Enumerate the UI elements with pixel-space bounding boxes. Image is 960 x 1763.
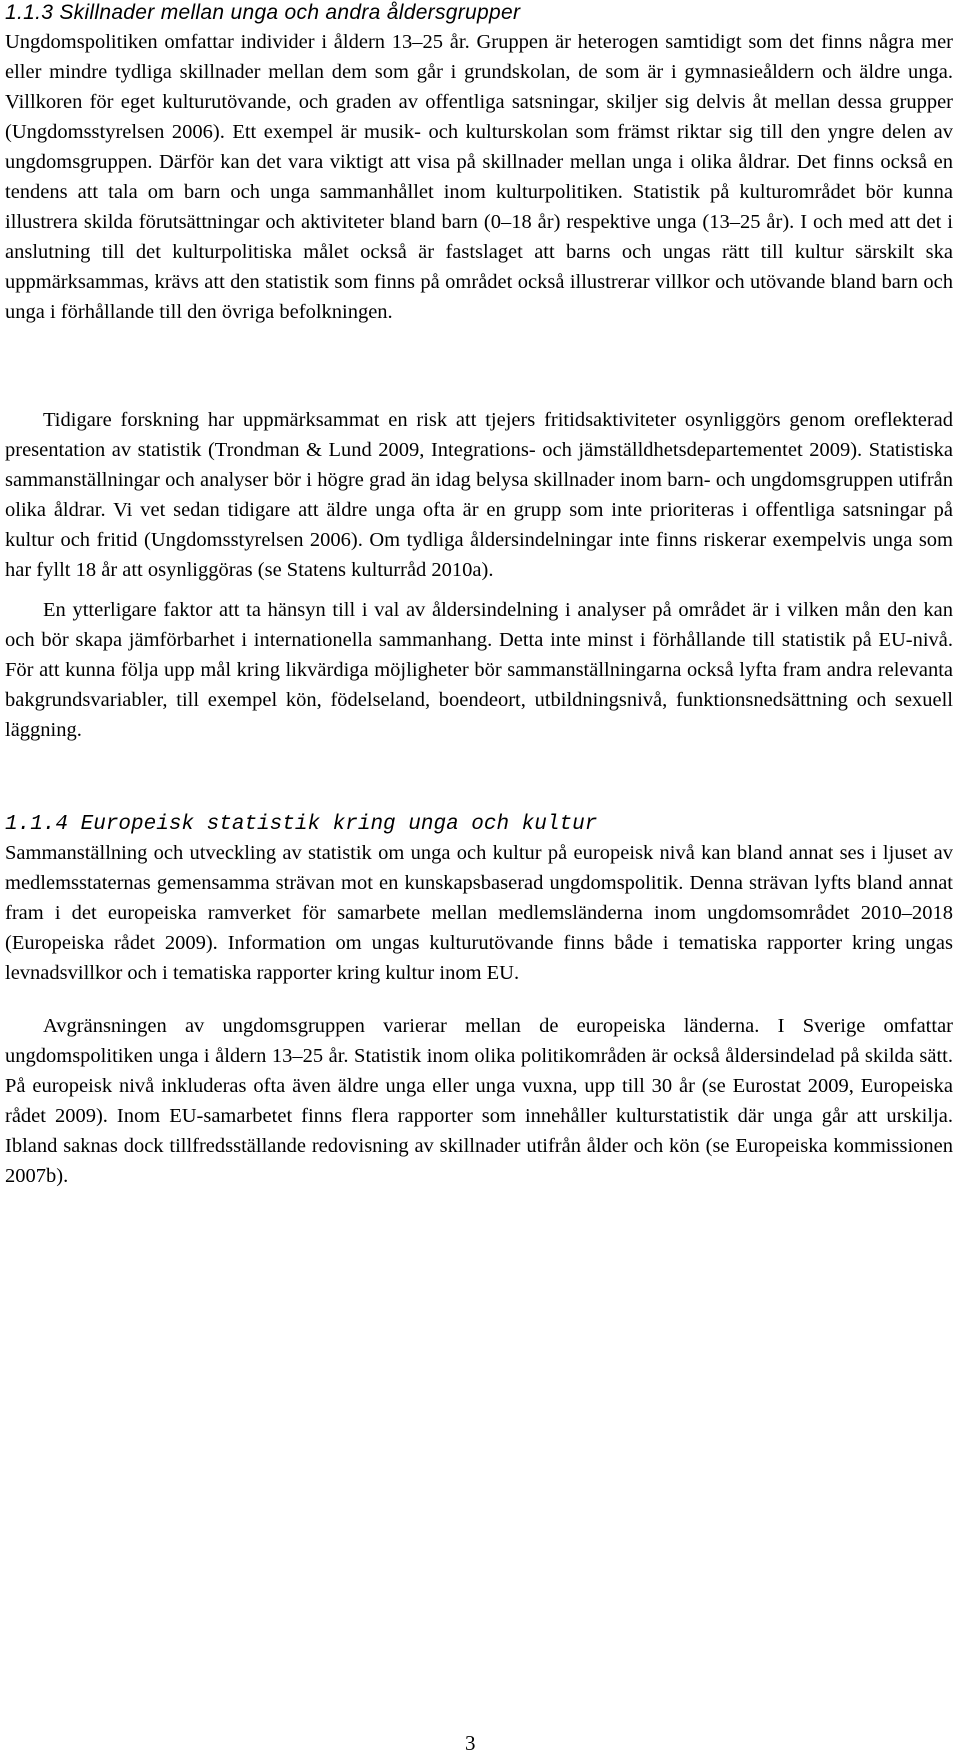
page-number: 3	[465, 1731, 476, 1755]
section-heading-1-1-4: 1.1.4 Europeisk statistik kring unga och kultur	[5, 813, 598, 836]
section-heading-1-1-3: 1.1.3 Skillnader mellan unga och andra åldersgrupper	[5, 1, 521, 24]
paragraph-international-comparability: En ytterligare faktor att ta hänsyn till i val av åldersindelning i analyser på området är i vilken mån den kan och bör skapa jämförbarhet i internationella sammanhang. Detta inte minst i förhållande till statistik på EU-nivå. För att kunna följa upp mål kring likvärdiga möjligheter bör sammanställningarna också lyfta fram andra relevanta bakgrundsvariabler, till exempel kön, födelseland, boendeort, utbildningsnivå, funktionsnedsättning och sexuell läggning.	[5, 599, 953, 741]
paragraph-european-statistics: Sammanställning och utveckling av statistik om unga och kultur på europeisk nivå kan bland annat ses i ljuset av medlemsstaternas gemensamma strävan mot en kunskapsbaserad ungdomspolitik. Denna strävan lyfts bland annat fram i det europeiska ramverket för samarbete mellan medlemsländerna inom ungdomsområdet 2010–2018 (Europeiska rådet 2009). Information om ungas kulturutövande finns både i tematiska rapporter kring ungas levnadsvillkor och i tematiska rapporter kring kultur inom EU.	[5, 842, 953, 984]
paragraph-youth-age-definition: Avgränsningen av ungdomsgruppen varierar mellan de europeiska länderna. I Sverige omfattar ungdomspolitiken unga i åldern 13–25 år. Statistik inom olika politikområden är också åldersindelad på skilda sätt. På europeisk nivå inkluderas ofta även äldre unga eller unga vuxna, upp till 30 år (se Eurostat 2009, Europeiska rådet 2009). Inom EU-samarbetet finns flera rapporter som innehåller kulturstatistik där unga går att urskilja. Ibland saknas dock tillfredsställande redovisning av skillnader utifrån ålder och kön (se Europeiska kommissionen 2007b).	[5, 1015, 953, 1187]
paragraph-age-groups-intro: Ungdomspolitiken omfattar individer i åldern 13–25 år. Gruppen är heterogen samtidigt som det finns några mer eller mindre tydliga skillnader mellan dem som går i grundskolan, de som är i gymnasieåldern och äldre unga. Villkoren för eget kulturutövande, och graden av offentliga satsningar, skiljer sig delvis åt mellan dessa grupper (Ungdomsstyrelsen 2006). Ett exempel är musik- och kulturskolan som främst riktar sig till den yngre delen av ungdomsgruppen. Därför kan det vara viktigt att visa på skillnader mellan unga i olika åldrar. Det finns också en tendens att tala om barn och unga sammanhållet inom kulturpolitiken. Statistik på kulturområdet bör kunna illustrera skilda förutsättningar och aktiviteter bland barn (0–18 år) respektive unga (13–25 år). I och med att det i anslutning till det kulturpolitiska målet också är fastslaget att barns och ungas rätt till kultur särskilt ska uppmärksammas, krävs att den statistik som finns på området också illustrerar villkor och utövande bland barn och unga i förhållande till den övriga befolkningen.	[5, 31, 953, 323]
paragraph-previous-research: Tidigare forskning har uppmärksammat en risk att tjejers fritidsaktiviteter osynliggörs genom oreflekterad presentation av statistik (Trondman & Lund 2009, Integrations- och jämställdhetsdepartementet 2009). Statistiska sammanställningar och analyser bör i högre grad än idag belysa skillnader inom barn- och ungdomsgruppen utifrån olika åldrar. Vi vet sedan tidigare att äldre unga ofta är en grupp som inte prioriteras i offentliga satsningar på kultur och fritid (Ungdomsstyrelsen 2006). Om tydliga åldersindelningar inte finns riskerar exempelvis unga som har fyllt 18 år att osynliggöras (se Statens kulturråd 2010a).	[5, 409, 953, 581]
